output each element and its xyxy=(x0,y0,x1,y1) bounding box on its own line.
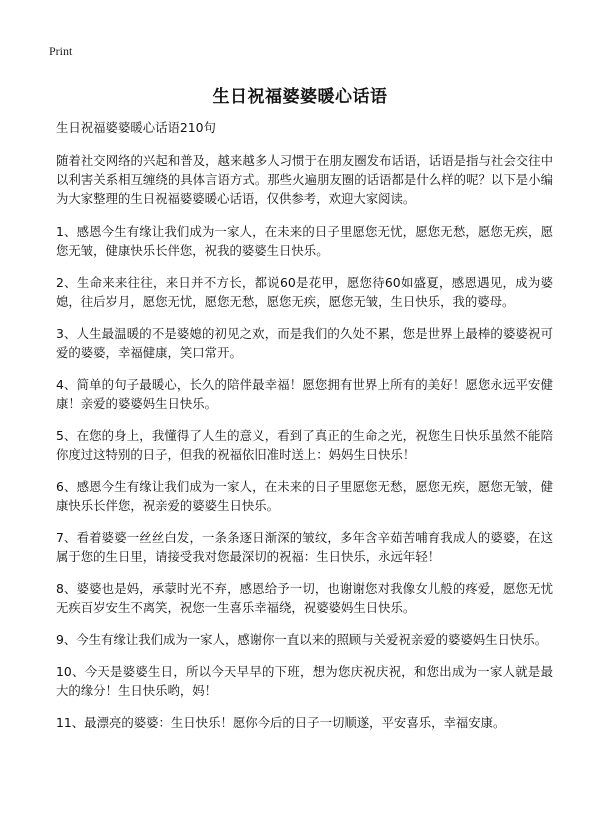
intro-paragraph: 随着社交网络的兴起和普及，越来越多人习惯于在朋友圈发布话语，话语是指与社会交往中以利害关系相互缠绕的具体言语方式。那些火遍朋友圈的话语都是什么样的呢？以下是小编为大家整理的生日祝福婆婆暖心话语，仅供参考，欢迎大家阅读。 xyxy=(56,153,553,206)
wish-item: 4、简单的句子最暖心，长久的陪伴最幸福！愿您拥有世界上所有的美好！愿您永远平安健康！亲爱的婆婆妈生日快乐。 xyxy=(56,377,553,411)
print-link[interactable]: Print xyxy=(49,44,73,58)
wish-item: 3、人生最温暖的不是婆媳的初见之欢，而是我们的久处不累，您是世界上最棒的婆婆祝可爱的婆婆，幸福健康，笑口常开。 xyxy=(56,326,553,360)
article-subtitle: 生日祝福婆婆暖心话语210句 xyxy=(56,120,216,135)
wish-item: 2、生命来来往往，来日并不方长，都说60是花甲，愿您待60如盛夏，感恩遇见，成为婆媳，往后岁月，愿您无忧，愿您无愁，愿您无疾，愿您无皱，生日快乐，我的婆母。 xyxy=(56,275,553,309)
wish-item: 5、在您的身上，我懂得了人生的意义，看到了真正的生命之光，祝您生日快乐虽然不能陪你度过这特别的日子，但我的祝福依旧准时送上：妈妈生日快乐！ xyxy=(56,428,553,462)
article-body xyxy=(56,118,553,745)
wish-item: 11、最漂亮的婆婆：生日快乐！愿你今后的日子一切顺遂，平安喜乐，幸福安康。 xyxy=(56,715,506,730)
wish-item: 7、看着婆婆一丝丝白发，一条条逐日渐深的皱纹，多年含辛茹苦哺育我成人的婆婆，在这属于您的生日里，请接受我对您最深切的祝福：生日快乐，永远年轻！ xyxy=(56,530,553,564)
page-title: 生日祝福婆婆暖心话语 xyxy=(212,87,388,107)
wish-item: 10、今天是婆婆生日，所以今天早早的下班，想为您庆祝庆祝，和您出成为一家人就是最大的缘分！生日快乐哟，妈！ xyxy=(56,664,553,698)
wish-item: 9、今生有缘让我们成为一家人，感谢你一直以来的照顾与关爱祝亲爱的婆婆妈生日快乐。 xyxy=(56,632,548,647)
wish-item: 8、婆婆也是妈，承蒙时光不弃，感恩给予一切，也谢谢您对我像女儿般的疼爱，愿您无忧无疾百岁安生不离笑，祝您一生喜乐幸福绕，祝婆婆妈生日快乐。 xyxy=(56,581,553,615)
wish-item: 6、感恩今生有缘让我们成为一家人，在未来的日子里愿您无愁，愿您无疾，愿您无皱，健康快乐长伴您，祝亲爱的婆婆生日快乐。 xyxy=(56,479,553,513)
wish-item: 1、感恩今生有缘让我们成为一家人，在未来的日子里愿您无忧，愿您无愁，愿您无疾，愿您无皱，健康快乐长伴您，祝我的婆婆生日快乐。 xyxy=(56,224,553,258)
